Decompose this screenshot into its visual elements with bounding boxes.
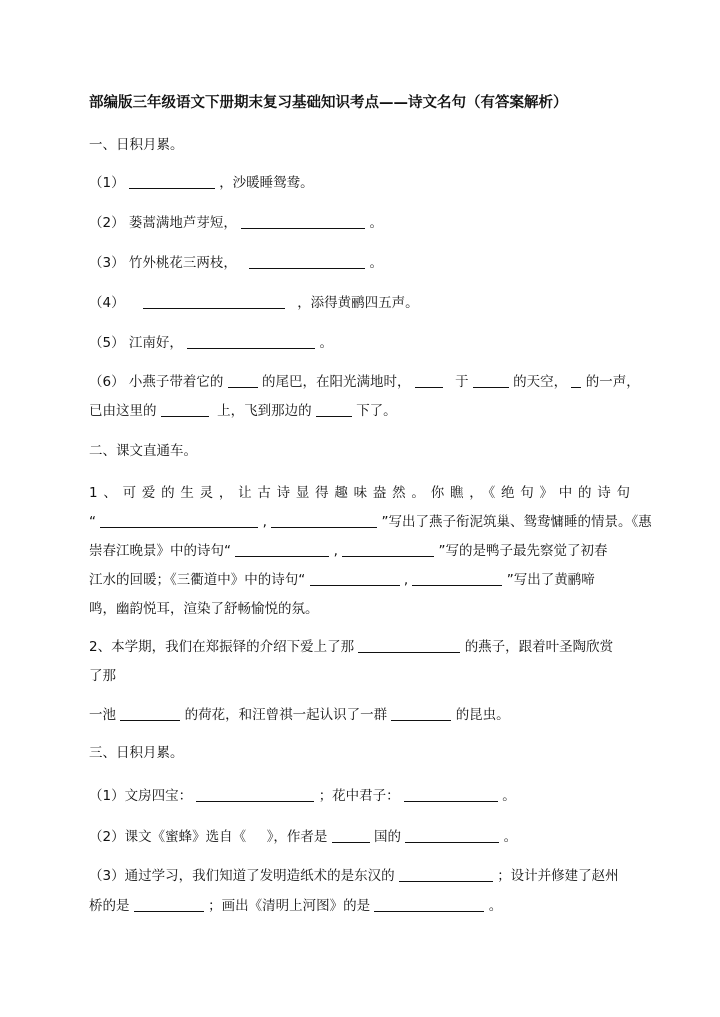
s3-question-1: [89, 786, 516, 806]
q6-text-e: 的一声，: [585, 374, 640, 390]
q1-number: （1）: [89, 175, 125, 191]
s3-q3-line2-b: ；画出《清明上河图》的是: [208, 898, 371, 914]
p1-line2-text: ”写出了燕子衔泥筑巢、鸳鸯慵睡的情景。《惠: [381, 514, 652, 530]
answer-blank[interactable]: [415, 373, 443, 388]
s2-paragraph-1-line-2: [89, 512, 652, 532]
p1-line4-text2: ”写出了黄鹂啼: [506, 572, 595, 588]
answer-blank[interactable]: [161, 402, 209, 417]
answer-blank[interactable]: [271, 513, 377, 528]
q4-number: （4）: [89, 295, 125, 311]
answer-blank[interactable]: [571, 373, 581, 388]
s3-q2-a: （2）课文《蜜蜂》选自《: [89, 829, 247, 845]
s2-paragraph-1-line-1: 1、可爱的生灵，让古诗显得趣味盎然。你瞧，《绝句》中的诗句: [89, 485, 634, 501]
answer-blank[interactable]: [196, 787, 314, 802]
q2-end: 。: [369, 215, 383, 231]
p2-line3-a: 一池: [89, 707, 116, 723]
q5-number: （5）: [89, 335, 125, 351]
answer-blank[interactable]: [473, 373, 509, 388]
q6-text-a: 小燕子带着它的: [128, 374, 224, 390]
answer-blank[interactable]: [391, 706, 451, 721]
s3-q3-a: （3）通过学习，我们知道了发明造纸术的是东汉的: [89, 868, 395, 884]
p2-line3-c: 的昆虫。: [455, 707, 510, 723]
s2-paragraph-2-line-2: 了那: [89, 668, 116, 684]
q6-line2-a: 已由这里的: [89, 403, 157, 419]
s3-question-3-line-2: [89, 896, 502, 916]
q3-end: 。: [369, 255, 383, 271]
p2-line1-a: 2、本学期，我们在郑振铎的介绍下爱上了那: [89, 639, 355, 655]
s1-question-5: [89, 333, 333, 353]
q5-text: 江南好，: [128, 335, 183, 351]
s2-paragraph-2-line-3: [89, 705, 510, 725]
s3-q2-d: 。: [503, 829, 518, 845]
s3-q1-c: 。: [502, 788, 516, 804]
s2-paragraph-1-line-5: 鸣，幽韵悦耳，渲染了舒畅愉悦的氛。: [89, 601, 319, 617]
answer-blank[interactable]: [100, 513, 258, 528]
comma: ,: [403, 572, 409, 588]
answer-blank[interactable]: [412, 571, 502, 586]
comma: ,: [333, 543, 338, 559]
answer-blank[interactable]: [332, 828, 370, 843]
s3-q3-b: ；设计并修建了赵州: [497, 868, 619, 884]
section-3-heading: 三、日积月累。: [89, 745, 184, 761]
s2-paragraph-1-line-3: [89, 541, 607, 561]
s3-q1-a: （1）文房四宝：: [89, 788, 193, 804]
q3-number: （3）: [89, 255, 125, 271]
q2-number: （2）: [89, 215, 125, 231]
answer-blank[interactable]: [310, 571, 400, 586]
s1-question-1: [89, 173, 314, 193]
s2-paragraph-1-line-4: [89, 570, 595, 590]
q3-text: 竹外桃花三两枝，: [128, 255, 237, 271]
answer-blank[interactable]: [399, 867, 493, 882]
p2-line3-b: 的荷花，和汪曾祺一起认识了一群: [184, 707, 388, 723]
s3-q1-b: ；花中君子：: [318, 788, 400, 804]
q4-text: ，添得黄鹂四五声。: [297, 295, 419, 311]
answer-blank[interactable]: [143, 294, 285, 309]
section-2-heading: 二、课文直通车。: [89, 443, 197, 459]
answer-blank[interactable]: [187, 334, 315, 349]
s3-q3-line2-c: 。: [488, 898, 503, 914]
answer-blank[interactable]: [235, 542, 329, 557]
p1-line4-text: 江水的回暖；《三衢道中》中的诗句“: [89, 572, 306, 588]
answer-blank[interactable]: [404, 787, 498, 802]
q1-text: ，沙暖睡鸳鸯。: [219, 175, 314, 191]
answer-blank[interactable]: [405, 828, 499, 843]
section-1-heading: 一、日积月累。: [89, 137, 184, 153]
s3-q2-b: 》，作者是: [266, 829, 328, 845]
s1-question-4: [89, 293, 419, 313]
answer-blank[interactable]: [228, 373, 258, 388]
open-quote: “: [89, 514, 96, 530]
s3-q3-line2-a: 桥的是: [89, 898, 130, 914]
q6-text-c: 于: [455, 374, 469, 390]
answer-blank[interactable]: [241, 214, 365, 229]
q6-number: （6）: [89, 374, 125, 390]
answer-blank[interactable]: [316, 402, 352, 417]
s1-question-2: [89, 213, 383, 233]
p1-line3-text: 崇春江晚景》中的诗句“: [89, 543, 231, 559]
q2-text: 蒌蒿满地芦芽短，: [128, 215, 237, 231]
q6-line2-b: 上，飞到那边的: [217, 403, 312, 419]
q6-line2-c: 下了。: [356, 403, 397, 419]
answer-blank[interactable]: [120, 706, 180, 721]
answer-blank[interactable]: [358, 638, 460, 653]
document-title: 部编版三年级语文下册期末复习基础知识考点——诗文名句（有答案解析）: [89, 95, 568, 111]
s3-question-3-line-1: [89, 866, 619, 886]
p2-line1-b: 的燕子，跟着叶圣陶欣赏: [464, 639, 614, 655]
q5-end: 。: [319, 335, 333, 351]
answer-blank[interactable]: [374, 897, 484, 912]
p1-line3-text2: ”写的是鸭子最先察觉了初春: [438, 543, 608, 559]
answer-blank[interactable]: [249, 254, 365, 269]
s3-q2-c: 国的: [374, 829, 402, 845]
s1-question-6-line-2: [89, 401, 397, 421]
answer-blank[interactable]: [342, 542, 434, 557]
q6-text-d: 的天空，: [513, 374, 568, 390]
s1-question-3: [89, 253, 383, 273]
q6-text-b: 的尾巴，在阳光满地时，: [261, 374, 411, 390]
comma: ,: [262, 514, 267, 530]
answer-blank[interactable]: [134, 897, 204, 912]
s2-paragraph-2-line-1: [89, 637, 613, 657]
s1-question-6-line-1: [89, 372, 640, 392]
s3-question-2: [89, 827, 517, 847]
answer-blank[interactable]: [129, 174, 215, 189]
